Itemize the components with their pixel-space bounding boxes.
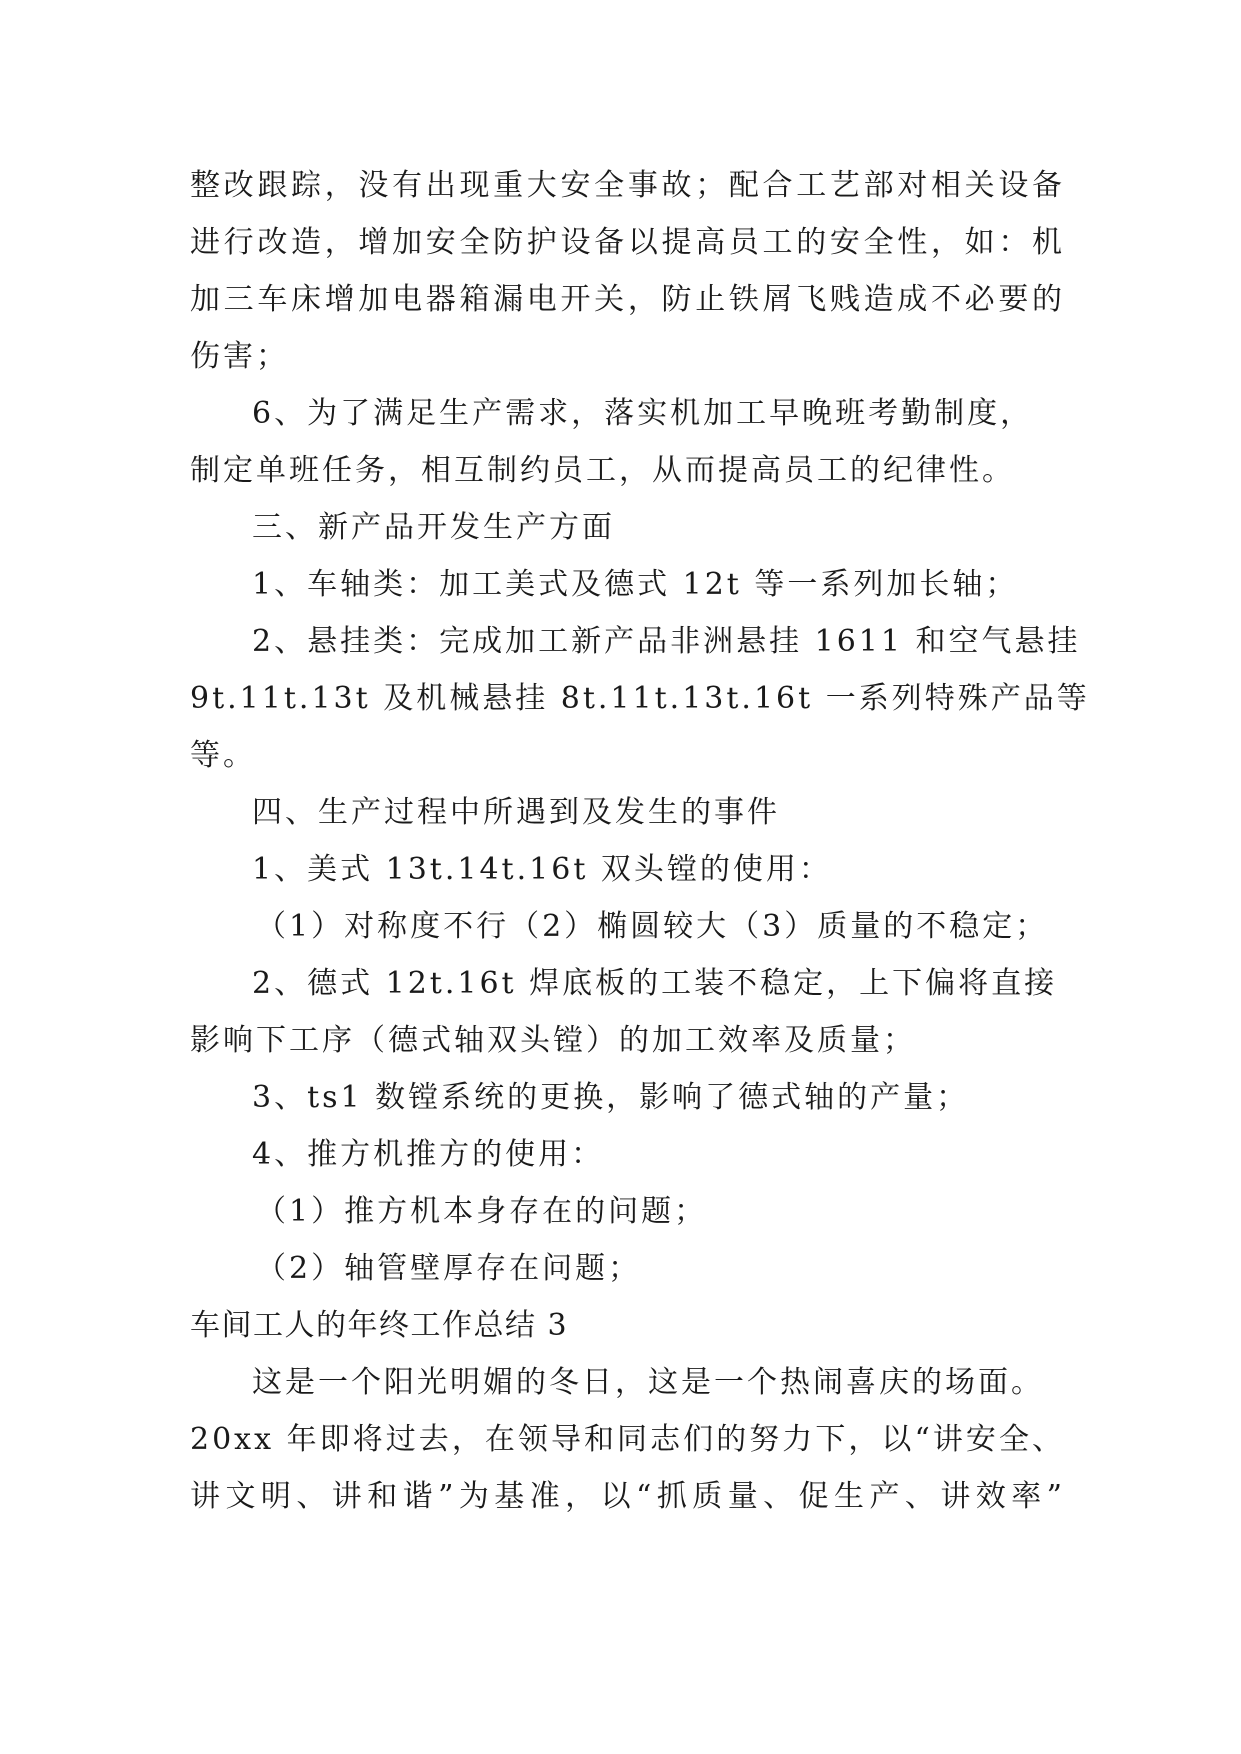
paragraph-line: 影响下工序（德式轴双头镗）的加工效率及质量； [190, 1023, 916, 1058]
paragraph-line: 伤害； [190, 339, 289, 374]
article-title: 车间工人的年终工作总结 3 [190, 1308, 569, 1343]
paragraph-line: 加三车床增加电器箱漏电开关，防止铁屑飞贱造成不必要的 [190, 282, 1065, 317]
paragraph-line: 20xx 年即将过去，在领导和同志们的努力下，以“讲安全、 [190, 1422, 1065, 1457]
paragraph-line: 进行改造，增加安全防护设备以提高员工的安全性，如：机 [190, 225, 1065, 260]
paragraph-line: 等。 [190, 738, 256, 773]
section-heading: 四、生产过程中所遇到及发生的事件 [252, 795, 780, 830]
paragraph-line: 讲文明、讲和谐”为基准，以“抓质量、促生产、讲效率” [190, 1479, 1065, 1514]
list-item: 3、ts1 数镗系统的更换，影响了德式轴的产量； [252, 1080, 970, 1115]
list-item: 4、推方机推方的使用： [252, 1137, 605, 1172]
paragraph-line: 制定单班任务，相互制约员工，从而提高员工的纪律性。 [190, 453, 1015, 488]
paragraph-line: 整改跟踪，没有出现重大安全事故；配合工艺部对相关设备 [190, 168, 1065, 203]
list-item: 2、德式 12t.16t 焊底板的工装不稳定，上下偏将直接 [252, 966, 1058, 1001]
section-heading: 三、新产品开发生产方面 [252, 510, 615, 545]
list-item: 1、美式 13t.14t.16t 双头镗的使用： [252, 852, 832, 887]
list-subitem: （1）对称度不行（2）椭圆较大（3）质量的不稳定； [256, 909, 1049, 944]
list-item: 1、车轴类：加工美式及德式 12t 等一系列加长轴； [252, 567, 1019, 602]
paragraph-line: 9t.11t.13t 及机械悬挂 8t.11t.13t.16t 一系列特殊产品等 [190, 681, 1090, 716]
list-item: 2、悬挂类：完成加工新产品非洲悬挂 1611 和空气悬挂 [252, 624, 1081, 659]
list-subitem: （1）推方机本身存在的问题； [256, 1194, 708, 1229]
paragraph-line: 6、为了满足生产需求，落实机加工早晚班考勤制度， [252, 396, 1034, 431]
paragraph-line: 这是一个阳光明媚的冬日，这是一个热闹喜庆的场面。 [252, 1365, 1044, 1400]
list-subitem: （2）轴管壁厚存在问题； [256, 1251, 642, 1286]
